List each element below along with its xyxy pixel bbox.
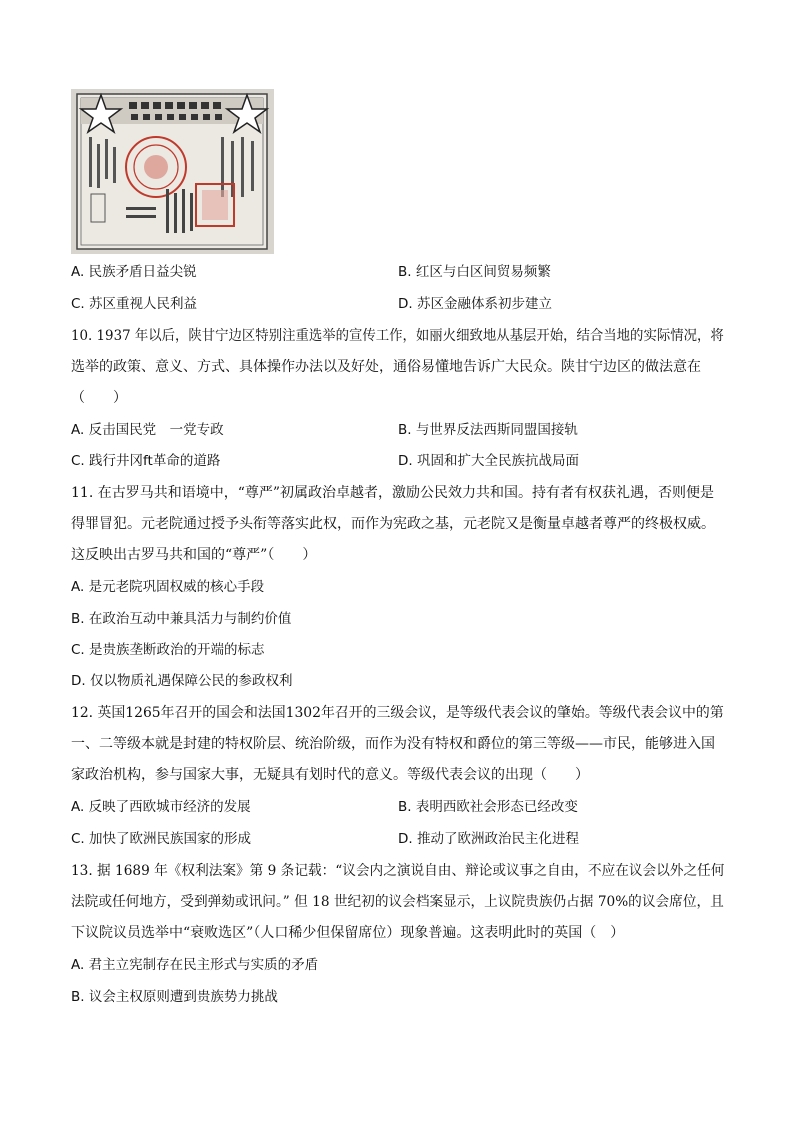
q13-option-a: A. 君主立宪制存在民主形式与实质的矛盾 [71, 957, 319, 973]
q11-stem-line-2: 得罪冒犯。元老院通过授予头衔等落实此权，而作为宪政之基，元老院又是衡量卓越者尊严的终极权威。 [71, 516, 715, 532]
q10-stem-line-1: 10. 1937 年以后，陕甘宁边区特别注重选举的宣传工作，如丽火细致地从基层开始，结合当地的实际情况，将 [71, 328, 724, 344]
q13-stem-line-2: 法院或任何地方，受到弹劾或讯问。” 但 18 世纪初的议会档案显示，上议院贵族仍占据 70%的议会席位，且 [71, 894, 724, 910]
q12-stem-line-2: 一、二等级本就是封建的特权阶层、统治阶级，而作为没有特权和爵位的第三等级——市民，能够进入国 [71, 736, 715, 752]
q11-option-b: B. 在政治互动中兼具活力与制约价值 [71, 611, 292, 627]
q9-option-d: D. 苏区金融体系初步建立 [398, 296, 552, 312]
q11-option-c: C. 是贵族垄断政治的开端的标志 [71, 642, 265, 658]
q10-option-a: A. 反击国民党 一党专政 [71, 422, 224, 438]
q12-option-d: D. 推动了欧洲政治民主化进程 [398, 831, 579, 847]
q11-option-a: A. 是元老院巩固权威的核心手段 [71, 579, 265, 595]
q10-stem-line-2: 选举的政策、意义、方式、具体操作办法以及好处，通俗易懂地告诉广大民众。陕甘宁边区的做法意在 [71, 359, 701, 375]
q9-option-a: A. 民族矛盾日益尖锐 [71, 264, 197, 280]
soviet-note-picture [71, 89, 274, 254]
q12-option-a: A. 反映了西欧城市经济的发展 [71, 799, 251, 815]
q12-stem-line-1: 12. 英国1265年召开的国会和法国1302年召开的三级会议，是等级代表会议的肇始。等级代表会议中的第 [71, 705, 724, 721]
q11-option-d: D. 仅以物质礼遇保障公民的参政权利 [71, 673, 293, 689]
q9-option-c: C. 苏区重视人民利益 [71, 296, 198, 312]
q11-stem-line-1: 11. 在古罗马共和语境中，“尊严”初属政治卓越者，激励公民效力共和国。持有者有权获礼遇，否则便是 [71, 485, 715, 501]
q13-stem-line-1: 13. 据 1689 年《权利法案》第 9 条记载：“议会内之演说自由、辩论或议事之自由，不应在议会以外之任何 [71, 863, 725, 879]
q10-option-c: C. 践行井冈ft革命的道路 [71, 453, 221, 469]
q10-answer-blank: （ ） [71, 390, 127, 406]
q10-option-b: B. 与世界反法西斯同盟国接轨 [398, 422, 578, 438]
q9-option-b: B. 红区与白区间贸易频繁 [398, 264, 551, 280]
q13-stem-line-3: 下议院议员选举中“衰败选区”（人口稀少但保留席位）现象普遍。这表明此时的英国（ ） [71, 925, 625, 941]
q10-option-d: D. 巩固和扩大全民族抗战局面 [398, 453, 579, 469]
historical-document-image [71, 89, 274, 254]
q12-option-c: C. 加快了欧洲民族国家的形成 [71, 831, 252, 847]
q13-option-b: B. 议会主权原则遭到贵族势力挑战 [71, 989, 278, 1005]
q11-stem-line-3: 这反映出古罗马共和国的“尊严”（ ） [71, 547, 317, 563]
q12-option-b: B. 表明西欧社会形态已经改变 [398, 799, 578, 815]
q12-stem-line-3: 家政治机构，参与国家大事，无疑具有划时代的意义。等级代表会议的出现（ ） [71, 767, 589, 783]
